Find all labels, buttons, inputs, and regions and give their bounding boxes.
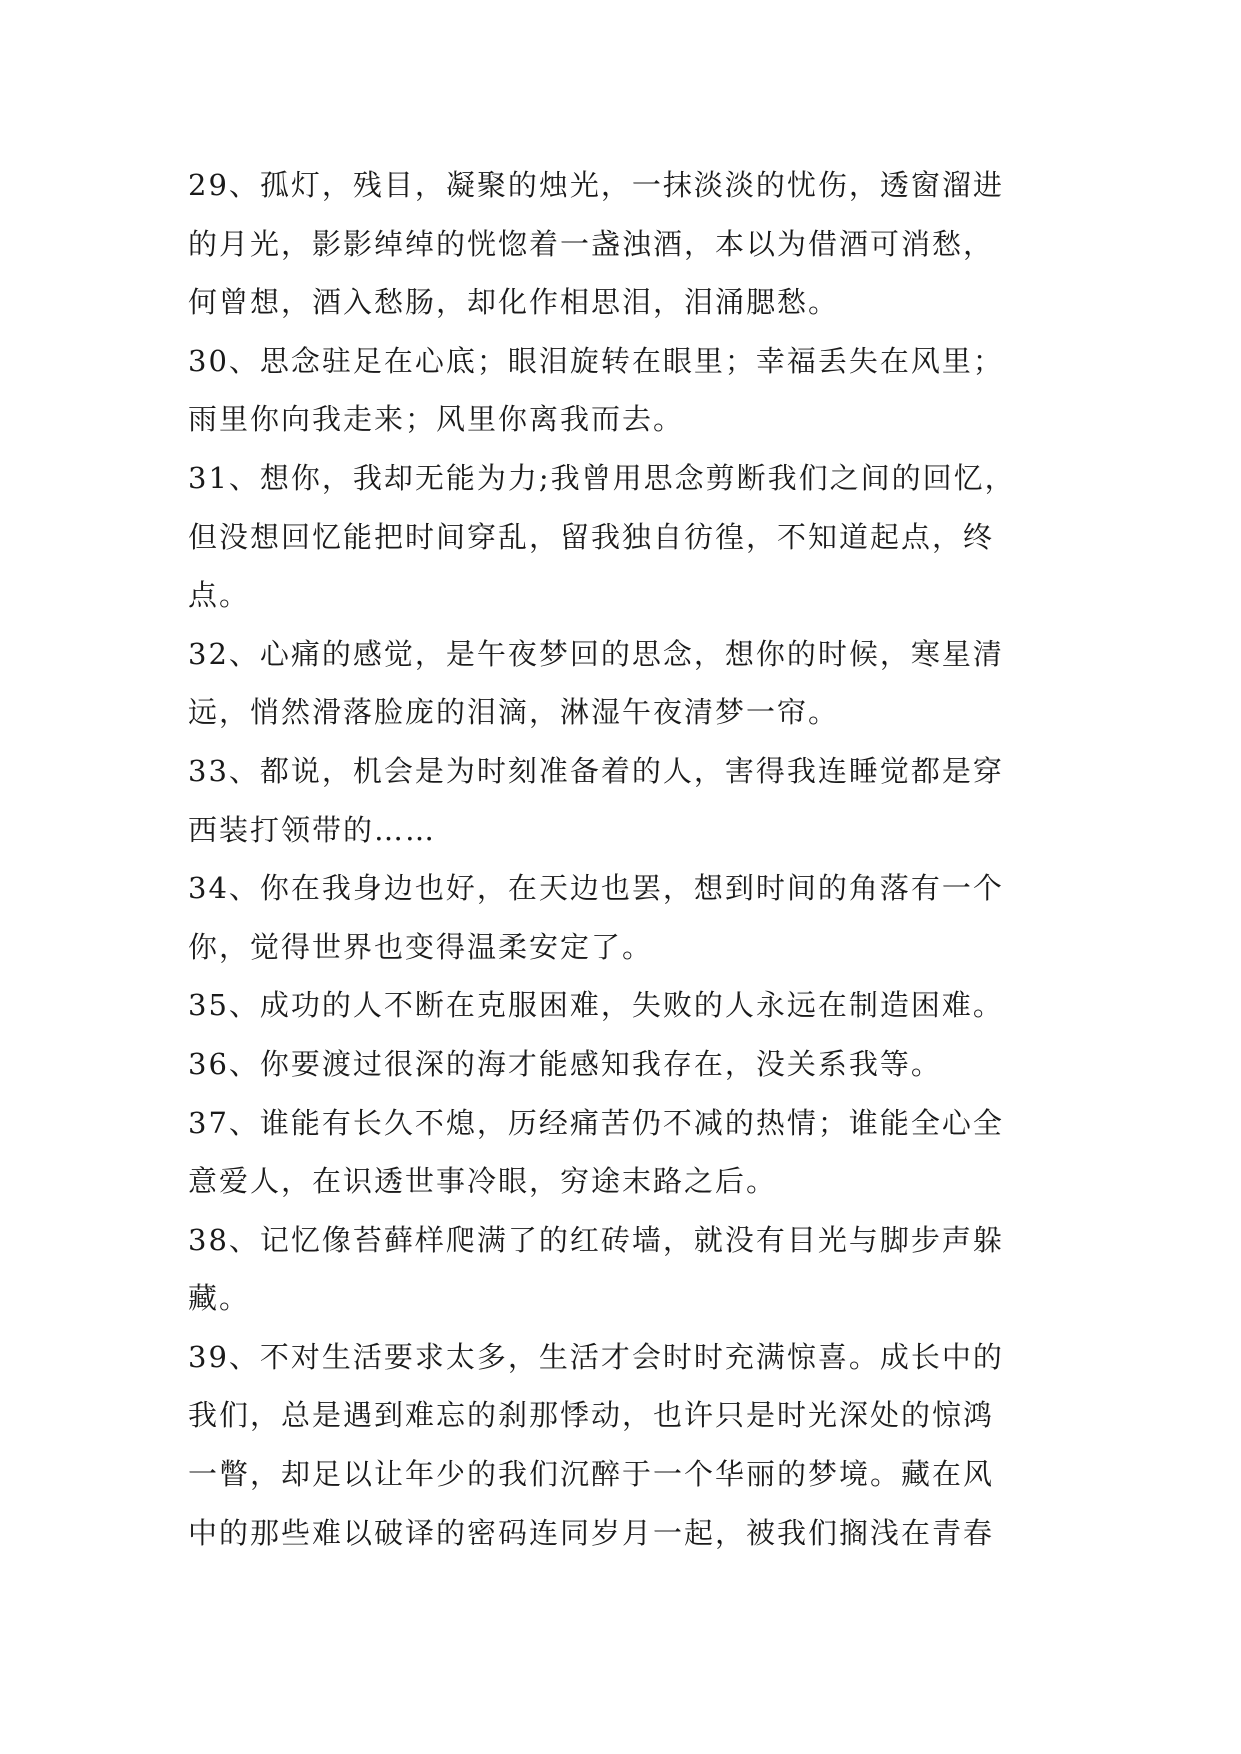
- text-line: 但没想回忆能把时间穿乱，留我独自彷徨，不知道起点，终: [188, 519, 995, 554]
- text-line: 中的那些难以破译的密码连同岁月一起，被我们搁浅在青春: [188, 1515, 995, 1550]
- text-line: 藏。: [188, 1281, 251, 1316]
- text-line: 39、不对生活要求太多，生活才会时时充满惊喜。成长中的: [188, 1339, 1004, 1374]
- text-line: 30、思念驻足在心底；眼泪旋转在眼里；幸福丢失在风里；: [188, 343, 1004, 378]
- text-line: 38、记忆像苔藓样爬满了的红砖墙，就没有目光与脚步声躲: [188, 1222, 1004, 1257]
- document-body: [188, 156, 1068, 1562]
- text-line: 你，觉得世界也变得温柔安定了。: [188, 929, 654, 964]
- text-line: 西装打领带的……: [188, 812, 437, 847]
- text-line: 34、你在我身边也好，在天边也罢，想到时间的角落有一个: [188, 871, 1004, 906]
- text-line: 一瞥，却足以让年少的我们沉醉于一个华丽的梦境。藏在风: [188, 1457, 995, 1492]
- text-line: 点。: [188, 578, 251, 613]
- text-line: 意爱人，在识透世事冷眼，穷途末路之后。: [188, 1164, 778, 1199]
- text-line: 何曾想，酒入愁肠，却化作相思泪，泪涌腮愁。: [188, 285, 840, 320]
- text-line: 的月光，影影绰绰的恍惚着一盏浊酒，本以为借酒可消愁，: [188, 226, 995, 261]
- text-line: 35、成功的人不断在克服困难，失败的人永远在制造困难。: [188, 988, 1004, 1023]
- text-line: 远，悄然滑落脸庞的泪滴，淋湿午夜清梦一帘。: [188, 695, 840, 730]
- text-line: 36、你要渡过很深的海才能感知我存在，没关系我等。: [188, 1046, 942, 1081]
- text-line: 32、心痛的感觉，是午夜梦回的思念，想你的时候，寒星清: [188, 636, 1004, 671]
- text-line: 我们，总是遇到难忘的刹那悸动，也许只是时光深处的惊鸿: [188, 1398, 995, 1433]
- text-line: 37、谁能有长久不熄，历经痛苦仍不减的热情；谁能全心全: [188, 1105, 1004, 1140]
- text-line: 雨里你向我走来；风里你离我而去。: [188, 402, 685, 437]
- text-line: 29、孤灯，残目，凝聚的烛光，一抹淡淡的忧伤，透窗溜进: [188, 168, 1004, 202]
- text-line: 33、都说，机会是为时刻准备着的人，害得我连睡觉都是穿: [188, 753, 1004, 788]
- text-line: 31、想你，我却无能为力;我曾用思念剪断我们之间的回忆，: [188, 460, 1016, 495]
